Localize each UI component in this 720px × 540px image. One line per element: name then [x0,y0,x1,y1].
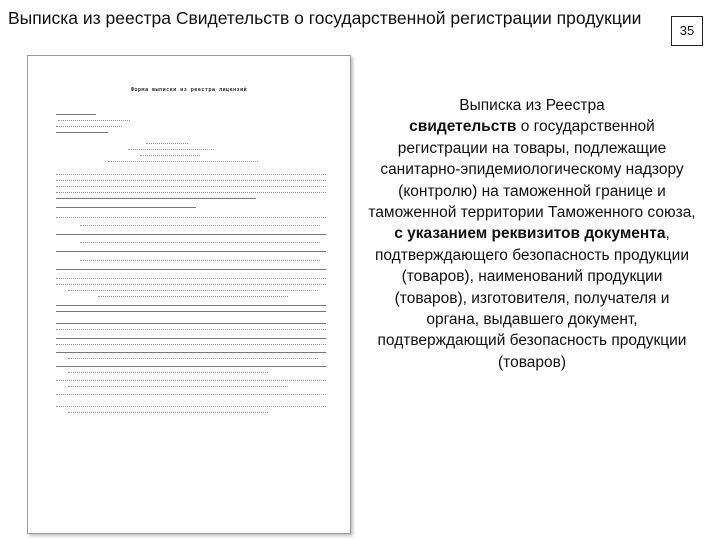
document-preview-line [56,323,326,324]
document-preview-line [56,366,326,367]
document-preview-line [56,114,96,115]
document-preview-line [56,380,326,381]
document-preview-line [68,290,318,291]
description-emphasis: свидетельств [409,118,517,136]
document-preview-line [68,386,288,387]
document-preview-line [68,358,318,359]
document-preview-line [56,329,326,330]
document-preview-line [140,155,200,156]
document-preview-line [56,234,326,235]
document-preview-line [56,269,326,270]
document-preview-line [68,412,268,413]
document-preview-line [56,278,326,279]
document-preview-line [80,260,320,261]
document-preview-line [56,311,326,312]
document-preview-title: Форма выписки из реестра лицензий [130,87,248,93]
document-preview-line [146,143,188,144]
document-preview-line [56,338,326,339]
page-number: 35 [671,16,703,46]
document-preview [27,55,351,534]
document-preview-line [80,242,320,243]
document-preview-line [56,352,326,353]
document-preview-line [56,406,326,407]
document-preview-line [58,120,130,121]
document-preview-line [56,207,196,208]
document-preview-line [56,394,326,395]
description-emphasis: с указанием реквизитов документа [394,225,666,243]
document-preview-line [98,296,288,297]
document-preview-line [108,161,258,162]
description-part: , подтверждающего безопасность продукции (товаров), наименований продукции (товаров), изготовителя, получателя и органа, выдавшего документ, подтверждающий безопасность продукции (товаров) [375,225,689,371]
document-preview-line [68,372,268,373]
description-part: Выписка из Реестра [459,97,605,114]
document-preview-line [56,251,326,252]
document-preview-line [128,149,214,150]
description-text [368,95,696,373]
document-preview-line [56,284,326,285]
document-preview-line [56,126,122,127]
slide-title: Выписка из реестра Свидетельств о государственной регистрации продукции [8,8,642,28]
document-preview-line [80,225,320,226]
document-preview-line [56,192,326,193]
document-preview-line [56,198,256,199]
document-preview-line [56,217,326,218]
document-preview-line [56,180,326,181]
description-part: о государственной регистрации на товары, подлежащие санитарно-эпидемиологическому надзору (контролю) на таможенной границе и таможенной территории Таможенного союза, [368,118,696,222]
document-preview-line [56,305,326,306]
document-preview-line [56,186,326,187]
document-preview-line [56,174,326,175]
document-preview-line [56,344,326,345]
document-preview-line [56,132,108,133]
